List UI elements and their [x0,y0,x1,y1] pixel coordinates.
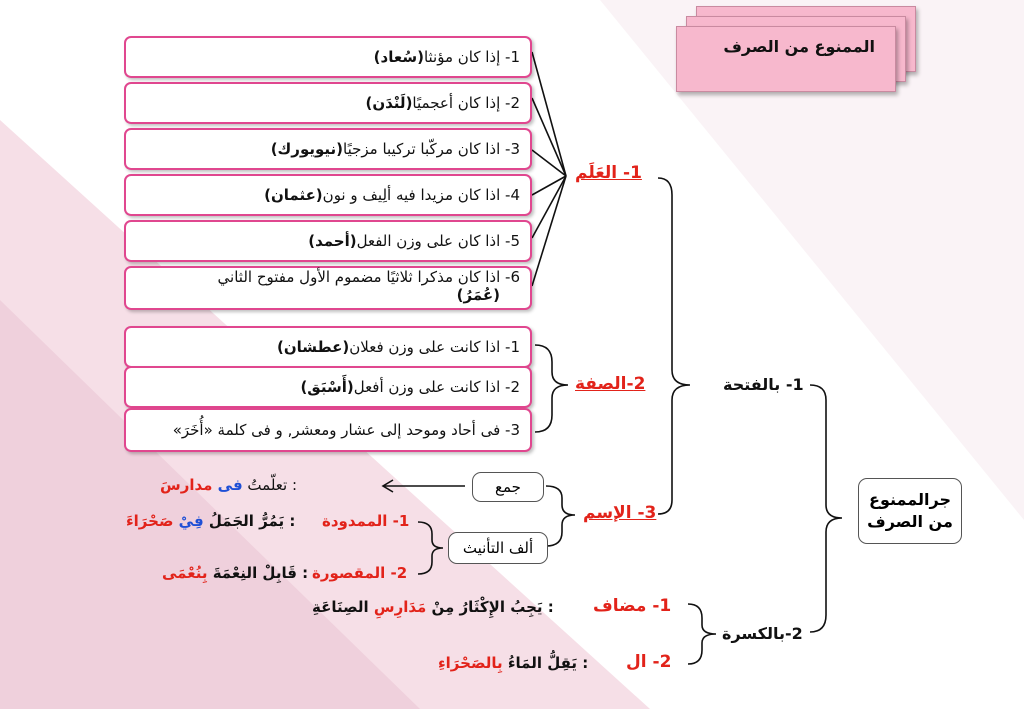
mudaf-example-a: : يَجِبُ الإِكْثَارُ مِنْ [426,598,554,616]
alam-item-3-text: 3- اذا كان مركّبا تركيبا مزجيًا [343,140,520,158]
alam-item-2 [124,82,532,124]
al-example [438,654,588,672]
mudaf-example-c: الصِنَاعَةِ [312,598,374,616]
al-example-a: : يَقِلُّ المَاءُ [502,654,589,672]
jam-example-word: مدارسَ [160,476,218,494]
fatha-label: 1- بالفتحة [723,375,804,394]
jam-label: جمع [495,478,521,496]
ism-label: 3- الإسم [583,503,657,523]
root-box [858,478,962,544]
mamduda-example-b: صَحْرَاءَ [126,512,179,530]
sifa-item-3-text: 3- فى أحاد وموحد إلى عشار ومعشر, و فى كلمة «أُخَرَ» [172,421,520,439]
al-label: 2- ال [626,652,672,672]
alam-item-4 [124,174,532,216]
maqsura-label: 2- المقصورة [312,564,408,582]
sifa-item-1 [124,326,532,368]
alam-item-2-example: (لَنْدَن) [365,94,413,112]
alif-box [448,532,548,564]
mudaf-example-b: مَدَارِسِ [373,598,427,616]
alam-item-3-example: (نيويورك) [270,140,343,158]
al-example-b: بِالصَحْرَاءِ [438,654,503,672]
alif-label: ألف التأنيث [462,539,534,557]
maqsura-example-b: بِنُعْمَى [162,564,208,582]
alam-item-6-text: 6- اذا كان مذكرا ثلاثيًا مضموم الأول مفتوح الثاني [217,268,520,286]
kasra-label: 2-بالكسرة [722,624,803,643]
sifa-item-1-text: 1- اذا كانت على وزن فعلان [349,338,520,356]
alam-item-1-example: (سُعاد) [373,48,424,66]
mamduda-label: 1- الممدودة [322,512,410,530]
alam-label: 1- العَلَم [575,163,642,183]
maqsura-example [162,564,308,582]
mudaf-example [312,598,554,616]
mamduda-example-a: : يَمُرُّ الجَمَلُ [203,512,296,530]
sifa-item-2 [124,366,532,408]
alam-item-1 [124,36,532,78]
sifa-item-3 [124,408,532,452]
maqsura-example-a: : قَابِلْ النِعْمَةَ [207,564,309,582]
mamduda-example [126,512,295,530]
jam-box [472,472,544,502]
sifa-item-2-text: 2- اذا كانت على وزن أفعل [353,378,520,396]
sifa-label: 2-الصفة [575,374,646,394]
alam-item-3 [124,128,532,170]
alam-item-5 [124,220,532,262]
mamduda-example-fi: فِيْ [178,512,204,530]
jam-example-fi: فى [217,476,243,494]
page-title: الممنوع من الصرف [723,37,875,56]
alam-item-4-example: (عثمان) [264,186,323,204]
sifa-item-1-example: (عطشان) [276,338,350,356]
alam-item-1-text: 1- إذا كان مؤنثا [423,48,520,66]
alam-item-5-text: 5- اذا كان على وزن الفعل [356,232,520,250]
sifa-item-2-example: (أَسْبَق) [300,378,354,396]
alam-item-6-example: (عُمَرُ) [456,286,500,304]
alam-item-4-text: 4- اذا كان مزيدا فيه ألِيف و نون [322,186,520,204]
jam-example-prefix: : تعلّمتُ [242,476,298,494]
root-label: جرالممنوع من الصرف [867,490,953,531]
title-card [676,26,896,92]
mudaf-label: 1- مضاف [593,596,672,616]
jam-example [160,476,297,494]
alam-item-5-example: (أحمد) [308,232,357,250]
alam-item-6 [124,266,532,310]
alam-item-2-text: 2- إذا كان أعجميًا [412,94,520,112]
